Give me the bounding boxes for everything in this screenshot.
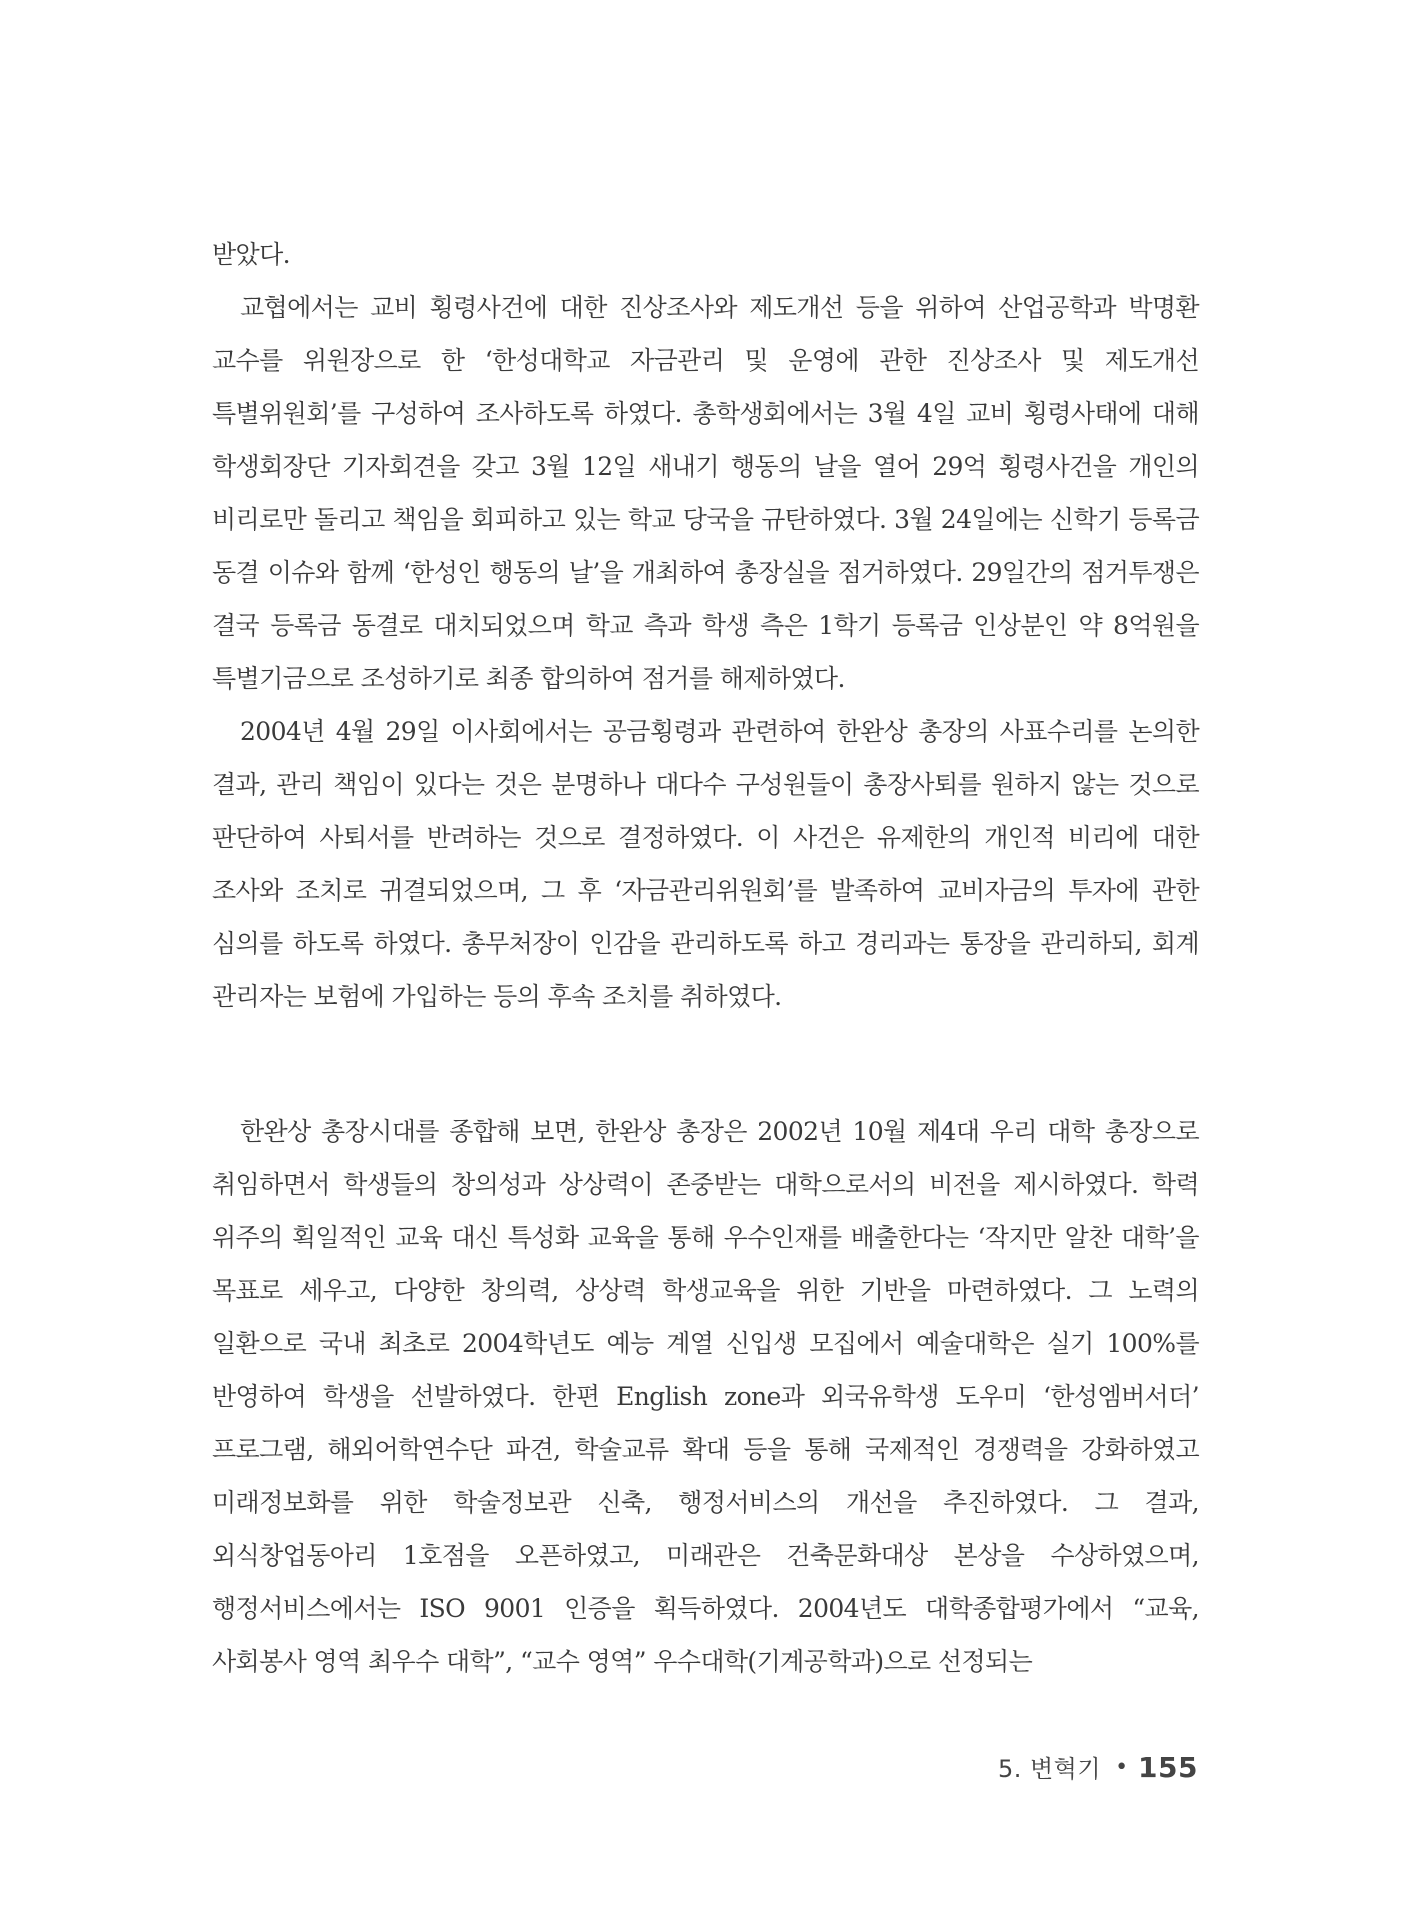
paragraph-committee: 교협에서는 교비 횡령사건에 대한 진상조사와 제도개선 등을 위하여 산업공학과 박명환 교수를 위원장으로 한 ‘한성대학교 자금관리 및 운영에 관한 진상조사 및 제도개선 특별위원회’를 구성하여 조사하도록 하였다. 총학생회에서는 3월 4일 교비 횡령사태에 대해 학생회장단 기자회견을 갖고 3월 12일 새내기 행동의 날을 열어 29억 횡령사건을 개인의 비리로만 돌리고 책임을 회피하고 있는 학교 당국을 규탄하였다. 3월 24일에는 신학기 등록금 동결 이슈와 함께 ‘한성인 행동의 날’을 개최하여 총장실을 점거하였다. 29일간의 점거투쟁은 결국 등록금 동결로 대치되었으며 학교 측과 학생 측은 1학기 등록금 인상분인 약 8억원을 특별기금으로 조성하기로 최종 합의하여 점거를 해제하였다. xyxy=(212,293,1199,693)
bullet-separator: • xyxy=(1115,1755,1129,1780)
chapter-label: 5. 변혁기 xyxy=(997,1755,1102,1783)
text-section-2 xyxy=(212,1105,1199,1688)
paragraph-continuation: 받았다. xyxy=(212,240,290,269)
paragraph-summary: 한완상 총장시대를 종합해 보면, 한완상 총장은 2002년 10월 제4대 우리 대학 총장으로 취임하면서 학생들의 창의성과 상상력이 존중받는 대학으로서의 비전을 제시하였다. 학력 위주의 획일적인 교육 대신 특성화 교육을 통해 우수인재를 배출한다는 ‘작지만 알찬 대학’을 목표로 세우고, 다양한 창의력, 상상력 학생교육을 위한 기반을 마련하였다. 그 노력의 일환으로 국내 최초로 2004학년도 예능 계열 신입생 모집에서 예술대학은 실기 100%를 반영하여 학생을 선발하였다. 한편 English zone과 외국유학생 도우미 ‘한성엠버서더’ 프로그램, 해외어학연수단 파견, 학술교류 확대 등을 통해 국제적인 경쟁력을 강화하였고 미래정보화를 위한 학술정보관 신축, 행정서비스의 개선을 추진하였다. 그 결과, 외식창업동아리 1호점을 오픈하였고, 미래관은 건축문화대상 본상을 수상하였으며, 행정서비스에서는 ISO 9001 인증을 획득하였다. 2004년도 대학종합평가에서 “교육, 사회봉사 영역 최우수 대학”, “교수 영역” 우수대학(기계공학과)으로 선정되는 xyxy=(212,1117,1199,1676)
text-section-1 xyxy=(212,228,1199,1023)
paragraph-board-decision: 2004년 4월 29일 이사회에서는 공금횡령과 관련하여 한완상 총장의 사표수리를 논의한 결과, 관리 책임이 있다는 것은 분명하나 대다수 구성원들이 총장사퇴를 원하지 않는 것으로 판단하여 사퇴서를 반려하는 것으로 결정하였다. 이 사건은 유제한의 개인적 비리에 대한 조사와 조치로 귀결되었으며, 그 후 ‘자금관리위원회’를 발족하여 교비자금의 투자에 관한 심의를 하도록 하였다. 총무처장이 인감을 관리하도록 하고 경리과는 통장을 관리하되, 회계 관리자는 보험에 가입하는 등의 후속 조치를 취하였다. xyxy=(212,717,1199,1011)
page-footer xyxy=(998,1749,1198,1784)
page-number: 155 xyxy=(1138,1751,1198,1784)
